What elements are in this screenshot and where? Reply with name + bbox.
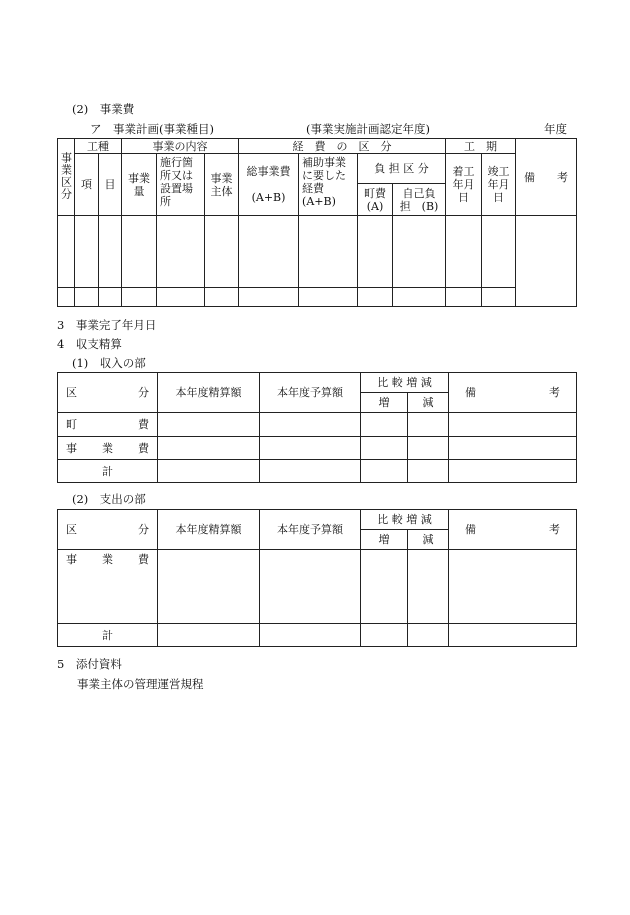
income-row-label: 計: [58, 460, 158, 483]
plan-heading: ア 事業計画(事業種目): [90, 122, 214, 136]
header-start: 着工 年月 日: [446, 154, 482, 216]
expense-header-settled: 本年度精算額: [158, 510, 260, 550]
income-header-comparison: 比 較 増 減: [361, 373, 449, 393]
expense-header-budget: 本年度予算額: [260, 510, 361, 550]
expense-header-remarks: 備考: [449, 510, 577, 550]
income-header-increase: 増: [361, 393, 408, 413]
header-location: 施行箇 所又は 設置場 所: [157, 154, 205, 216]
income-row-town: [58, 413, 577, 437]
income-header-settled: 本年度精算額: [158, 373, 260, 413]
income-row-business: [58, 437, 577, 460]
income-table: [57, 372, 577, 483]
plan-year-note: (事業実施計画認定年度): [306, 122, 430, 136]
income-header-decrease: 減: [408, 393, 449, 413]
section-3-title: 3 事業完了年月日: [57, 318, 157, 332]
income-header-remarks: 備考: [449, 373, 577, 413]
header-quantity: 事業 量: [122, 154, 157, 216]
income-header-budget: 本年度予算額: [260, 373, 361, 413]
expense-row-total: [58, 624, 577, 647]
income-title: (1) 収入の部: [72, 356, 146, 370]
expense-header-comparison: 比 較 増 減: [361, 510, 449, 530]
header-burden-division: 負 担 区 分: [358, 154, 446, 184]
income-row-total: [58, 460, 577, 483]
header-expense-division: 経 費 の 区 分: [239, 139, 446, 154]
expense-row-label: 計: [58, 624, 158, 647]
income-row-label: 町費: [58, 413, 158, 437]
header-work-type: 工種: [75, 139, 122, 154]
header-subsidy-cost: 補助事業 に要した 経費 (A+B): [299, 154, 358, 216]
section-4-title: 4 収支精算: [57, 337, 122, 351]
plan-year-suffix: 年度: [544, 122, 567, 136]
attachment-item: 事業主体の管理運営規程: [77, 677, 204, 691]
plan-table: [57, 138, 577, 307]
header-sub-item: 目: [99, 154, 122, 216]
header-period: 工 期: [446, 139, 516, 154]
plan-total-row: [58, 288, 577, 307]
expense-header-division: 区分: [58, 510, 158, 550]
header-item: 項: [75, 154, 99, 216]
income-header-division: 区分: [58, 373, 158, 413]
expense-title: (2) 支出の部: [72, 492, 146, 506]
income-row-label: 事業費: [58, 437, 158, 460]
expense-table: [57, 509, 577, 647]
header-remarks: 備 考: [516, 139, 577, 216]
expense-header-increase: 増: [361, 530, 408, 550]
header-finish: 竣工 年月 日: [482, 154, 516, 216]
header-total-cost: 総事業費 (A+B): [239, 154, 299, 216]
header-content: 事業の内容: [122, 139, 239, 154]
section-5-title: 5 添付資料: [57, 657, 122, 671]
header-entity: 事業 主体: [205, 154, 239, 216]
header-category: 事業区分: [58, 139, 75, 216]
plan-body-row: [58, 216, 577, 288]
section-2-title: (2) 事業費: [72, 102, 135, 116]
expense-header-decrease: 減: [408, 530, 449, 550]
header-self-burden: 自己負 担 (B): [393, 184, 446, 216]
expense-row-label: 事業費: [58, 550, 158, 624]
header-town-cost: 町費 (A): [358, 184, 393, 216]
expense-row-business: [58, 550, 577, 624]
